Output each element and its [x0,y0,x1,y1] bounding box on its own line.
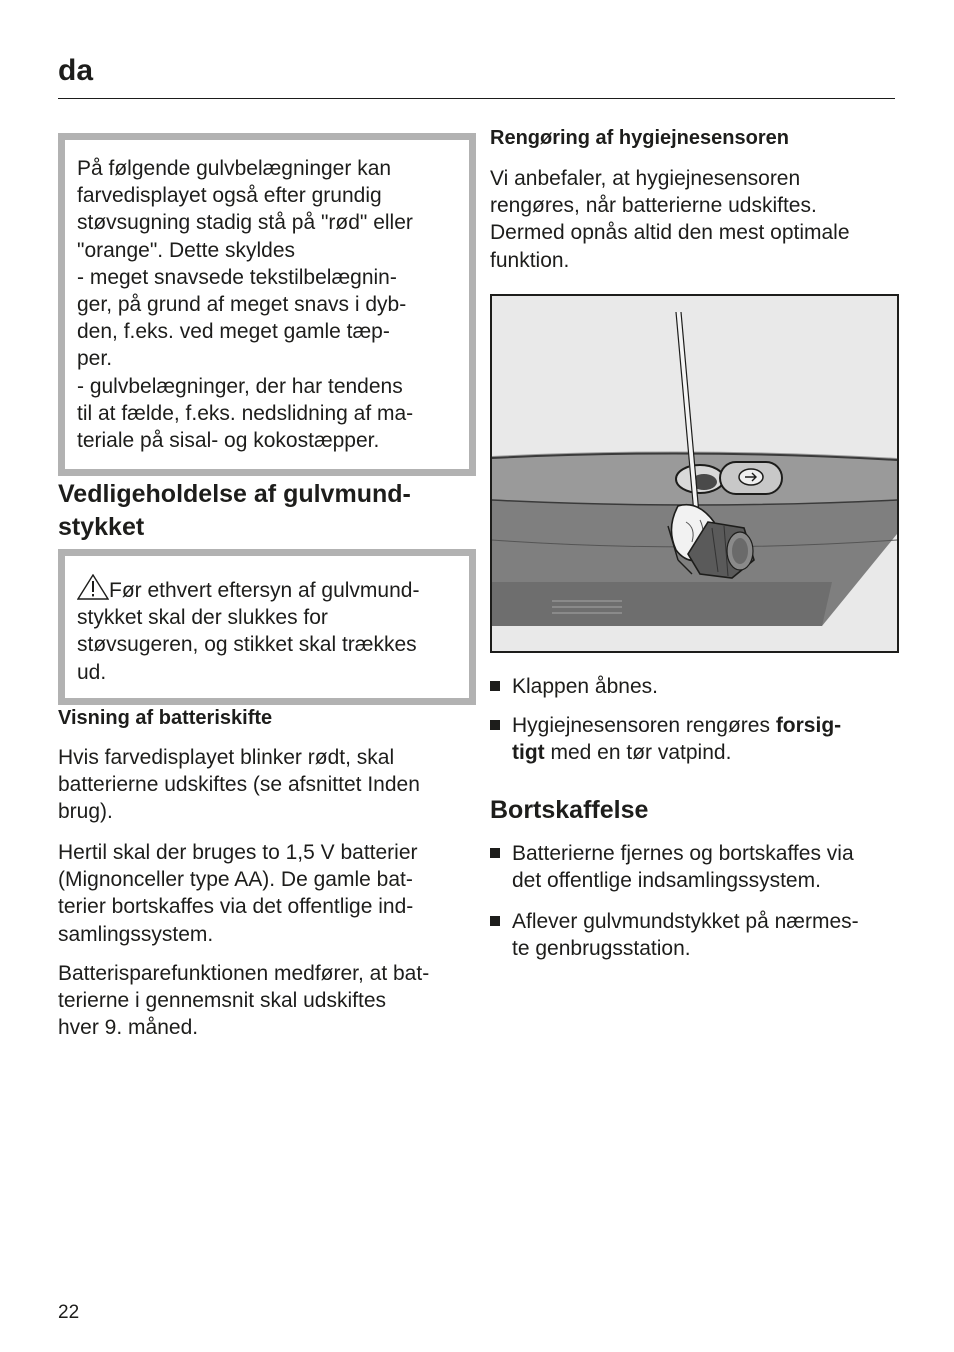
step-text-emphasis: forsig- tigt [512,714,842,765]
notice-box [58,133,476,476]
disposal-item [490,908,900,962]
disposal-item [490,840,900,894]
step-text-part: med en tør vatpind. [544,741,732,765]
section-title [58,478,411,544]
warning-triangle-icon [77,574,109,600]
square-bullet-icon [490,848,500,858]
warning-paragraph [77,574,469,686]
disposal-text: Batterierne fjernes og bortskaffes via det offentlige indsamlingssystem. [512,842,854,893]
step-text-part: Hygiejnesensoren rengøres [512,714,776,737]
step-text [512,673,900,700]
language-code: da [58,54,94,87]
warning-text: Før ethvert eftersyn af gulvmund- stykket skal der slukkes for støvsugeren, og stikket skal trækkes ud. [77,579,420,684]
battery-paragraph-2: Hertil skal der bruges to 1,5 V batterier (Mignonceller type AA). De gamle bat- terier bortskaffes via det offentlige ind- samlingssystem. [58,841,418,946]
sensor-heading: Rengøring af hygiejnesensoren [490,127,789,149]
section-title-line1: Vedligeholdelse af gulvmund- [58,480,411,508]
step-text-part: Klappen åbnes. [512,675,658,698]
step-item [490,673,900,700]
step-item [490,712,900,766]
notice-text: På følgende gulvbelægninger kan farvedisplayet også efter grundig støvsugning stadig stå på "rød" eller "orange". Dette skyldes - meget snavsede tekstilbelægnin- ger, på grund af meget snavs i dyb- den, f.eks. ved meget gamle tæp- per. - gulvbelægninger, der har tendens til at fælde, f.eks. nedslidning af ma- teriale på sisal- og kokostæpper. [77,157,414,453]
battery-heading: Visning af batteriskifte [58,707,273,729]
warning-box [58,549,476,705]
disposal-heading: Bortskaffelse [490,796,649,824]
header-rule [58,98,895,99]
sensor-cleaning-illustration [490,294,899,653]
illustration-drawing [492,296,897,651]
page-number: 22 [58,1302,80,1323]
step-text [512,712,900,766]
square-bullet-icon [490,720,500,730]
disposal-text: Aflever gulvmundstykket på nærmes- te genbrugsstation. [512,910,859,961]
square-bullet-icon [490,681,500,691]
battery-paragraph-1: Hvis farvedisplayet blinker rødt, skal batterierne udskiftes (se afsnittet Inden brug). [58,746,420,824]
square-bullet-icon [490,916,500,926]
battery-paragraph-3: Batterisparefunktionen medfører, at bat- terierne i gennemsnit skal udskiftes hver 9. måned. [58,962,430,1040]
sensor-paragraph: Vi anbefaler, at hygiejnesensoren rengøres, når batterierne udskiftes. Dermed opnås altid den mest optimale funktion. [490,167,850,272]
section-title-line2: stykket [58,513,145,541]
